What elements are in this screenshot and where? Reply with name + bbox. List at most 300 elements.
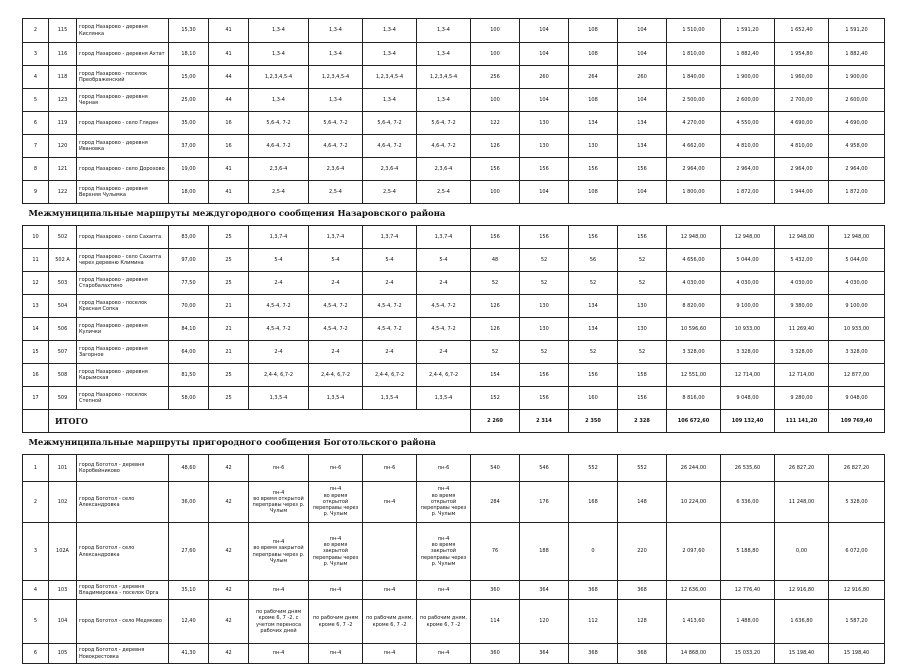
- cell-trips-4: 220: [618, 523, 667, 581]
- cell-capacity: 25: [209, 364, 249, 387]
- cell-volume-4: 9 048,00: [829, 387, 885, 410]
- cell-schedule-3: по рабочим дням, кроме 6, 7 -2: [363, 600, 417, 644]
- cell-row-number: 5: [23, 89, 49, 112]
- cell-trips-1: 360: [471, 644, 520, 664]
- cell-row-number: 5: [23, 600, 49, 644]
- cell-schedule-3: 2,3,6-4: [363, 158, 417, 181]
- cell-row-number: 4: [23, 66, 49, 89]
- table-row: [23, 226, 885, 249]
- cell-trips-2: 52: [520, 272, 569, 295]
- cell-route-number: 118: [49, 66, 77, 89]
- cell-schedule-1: 2,5-4: [249, 181, 309, 204]
- cell-route-name: город Назарово - деревня Верхняя Чулымка: [77, 181, 169, 204]
- cell-route-name: город Назарово - село Сахапта через деревню Климина: [77, 249, 169, 272]
- cell-route-name: город Назарово - поселок Преображенский: [77, 66, 169, 89]
- cell-trips-1: 100: [471, 89, 520, 112]
- cell-schedule-1: пн-4 во время закрытой переправы через р. Чулым: [249, 523, 309, 581]
- cell-row-number: 6: [23, 644, 49, 664]
- cell-row-number: 3: [23, 523, 49, 581]
- cell-route-number: 503: [49, 272, 77, 295]
- cell-schedule-4: 5-4: [417, 249, 471, 272]
- cell-distance: 18,00: [169, 181, 209, 204]
- cell-capacity: 21: [209, 341, 249, 364]
- cell-schedule-4: 4,5-4, 7-2: [417, 295, 471, 318]
- cell-route-number: 119: [49, 112, 77, 135]
- table-row: [23, 600, 885, 644]
- section-title: Межмуниципальные маршруты междугородного сообщения Назаровского района: [23, 204, 885, 226]
- cell-schedule-1: 2-4: [249, 341, 309, 364]
- cell-route-name: город Назарово - деревня Загорное: [77, 341, 169, 364]
- cell-distance: 35,00: [169, 112, 209, 135]
- cell-volume-4: 5 044,00: [829, 249, 885, 272]
- cell-trips-3: 52: [569, 272, 618, 295]
- cell-capacity: 42: [209, 482, 249, 523]
- cell-trips-4: 552: [618, 455, 667, 482]
- cell-route-number: 104: [49, 600, 77, 644]
- cell-capacity: 25: [209, 249, 249, 272]
- cell-volume-1: 8 816,00: [667, 387, 721, 410]
- cell-volume-4: 4 030,00: [829, 272, 885, 295]
- cell-volume-4: 1 872,00: [829, 181, 885, 204]
- cell-schedule-4: пн-4: [417, 644, 471, 664]
- cell-volume-4: 2 964,00: [829, 158, 885, 181]
- cell-schedule-4: по рабочим дням, кроме 6, 7 -2: [417, 600, 471, 644]
- cell-trips-4: 134: [618, 112, 667, 135]
- cell-distance: 48,60: [169, 455, 209, 482]
- cell-volume-2: 5 044,00: [721, 249, 775, 272]
- cell-trips-4: 52: [618, 272, 667, 295]
- cell-volume-4: 10 933,00: [829, 318, 885, 341]
- cell-volume-2: 4 550,00: [721, 112, 775, 135]
- cell-row-number: 7: [23, 135, 49, 158]
- cell-volume-3: 26 827,20: [775, 455, 829, 482]
- section-heading-row: [23, 433, 885, 455]
- cell-volume-3: 9 380,00: [775, 295, 829, 318]
- cell-trips-1: 126: [471, 318, 520, 341]
- cell-volume-2: 5 188,80: [721, 523, 775, 581]
- cell-schedule-1: 1,3-4: [249, 43, 309, 66]
- cell-route-number: 506: [49, 318, 77, 341]
- cell-schedule-4: 1,3,7-4: [417, 226, 471, 249]
- cell-volume-1: 14 868,00: [667, 644, 721, 664]
- cell-trips-1: 540: [471, 455, 520, 482]
- cell-distance: 81,50: [169, 364, 209, 387]
- cell-route-number: 507: [49, 341, 77, 364]
- cell-schedule-4: 2-4: [417, 341, 471, 364]
- cell-volume-2: 12 776,40: [721, 581, 775, 600]
- cell-schedule-1: пн-4 во время открытой переправы через р. Чулым: [249, 482, 309, 523]
- cell-route-number: 502: [49, 226, 77, 249]
- cell-trips-2: 104: [520, 181, 569, 204]
- cell-distance: 18,10: [169, 43, 209, 66]
- cell-volume-3: 3 328,00: [775, 341, 829, 364]
- cell-route-name: город Назарово - поселок Красная Сопка: [77, 295, 169, 318]
- cell-trips-2: 364: [520, 581, 569, 600]
- cell-volume-2: 1 882,40: [721, 43, 775, 66]
- cell-volume-3: 5 432,00: [775, 249, 829, 272]
- cell-trips-4: 158: [618, 364, 667, 387]
- cell-schedule-3: 1,3,5-4: [363, 387, 417, 410]
- table-row: [23, 364, 885, 387]
- cell-route-name: город Назарово - деревня Кислянка: [77, 19, 169, 43]
- cell-trips-4: 104: [618, 181, 667, 204]
- cell-volume-3: 4 690,00: [775, 112, 829, 135]
- cell-volume-2: 12 948,00: [721, 226, 775, 249]
- cell-route-number: 105: [49, 644, 77, 664]
- cell-schedule-3: 1,2,3,4,5-4: [363, 66, 417, 89]
- cell-route-name: город Назарово - деревня Ивановка: [77, 135, 169, 158]
- cell-schedule-3: 2,4-4, 6,7-2: [363, 364, 417, 387]
- cell-trips-4: 130: [618, 295, 667, 318]
- cell-trips-1: 156: [471, 158, 520, 181]
- cell-trips-2: 156: [520, 387, 569, 410]
- cell-trips-2: 130: [520, 135, 569, 158]
- cell-schedule-3: пн-4: [363, 482, 417, 523]
- cell-trips-3: 56: [569, 249, 618, 272]
- cell-volume-4: 26 827,20: [829, 455, 885, 482]
- section-title: Межмуниципальные маршруты пригородного сообщения Боготольского района: [23, 433, 885, 455]
- cell-trips-4: 104: [618, 43, 667, 66]
- cell-volume-3: 12 916,80: [775, 581, 829, 600]
- cell-schedule-4: пн-4 во время закрытой переправы через р. Чулым: [417, 523, 471, 581]
- cell-schedule-3: 4,5-4, 7-2: [363, 295, 417, 318]
- cell-schedule-1: 4,5-4, 7-2: [249, 318, 309, 341]
- cell-trips-3: 108: [569, 89, 618, 112]
- cell-schedule-3: пн-4: [363, 581, 417, 600]
- cell-volume-4: 1 591,20: [829, 19, 885, 43]
- cell-volume-1: 2 964,00: [667, 158, 721, 181]
- table-row: [23, 295, 885, 318]
- cell-capacity: 16: [209, 135, 249, 158]
- cell-distance: 84,10: [169, 318, 209, 341]
- cell-schedule-1: 1,3,5-4: [249, 387, 309, 410]
- cell-schedule-2: 1,3-4: [309, 89, 363, 112]
- cell-volume-1: 1 840,00: [667, 66, 721, 89]
- cell-trips-3: 130: [569, 135, 618, 158]
- cell-volume-3: 1 954,80: [775, 43, 829, 66]
- cell-volume-4: 2 600,00: [829, 89, 885, 112]
- cell-volume-1: 1 800,00: [667, 181, 721, 204]
- cell-schedule-4: 4,6-4, 7-2: [417, 135, 471, 158]
- cell-schedule-4: пн-4 во время открытой переправы через р. Чулым: [417, 482, 471, 523]
- total-trips-2: 2 314: [520, 410, 569, 433]
- cell-schedule-1: 1,3,7-4: [249, 226, 309, 249]
- cell-capacity: 25: [209, 226, 249, 249]
- cell-route-number: 508: [49, 364, 77, 387]
- cell-schedule-3: 1,3-4: [363, 43, 417, 66]
- cell-trips-4: 130: [618, 318, 667, 341]
- cell-volume-3: 11 248,00: [775, 482, 829, 523]
- cell-schedule-4: 1,3-4: [417, 43, 471, 66]
- cell-capacity: 44: [209, 89, 249, 112]
- cell-route-number: 102: [49, 482, 77, 523]
- cell-distance: 64,00: [169, 341, 209, 364]
- cell-distance: 83,00: [169, 226, 209, 249]
- cell-volume-4: 1 882,40: [829, 43, 885, 66]
- section-heading-row: [23, 204, 885, 226]
- cell-volume-2: 26 535,60: [721, 455, 775, 482]
- cell-capacity: 42: [209, 523, 249, 581]
- cell-volume-4: 9 100,00: [829, 295, 885, 318]
- cell-trips-2: 156: [520, 226, 569, 249]
- cell-trips-1: 126: [471, 135, 520, 158]
- cell-trips-1: 154: [471, 364, 520, 387]
- cell-trips-1: 122: [471, 112, 520, 135]
- cell-schedule-1: пн-4: [249, 644, 309, 664]
- cell-trips-3: 134: [569, 295, 618, 318]
- cell-trips-4: 134: [618, 135, 667, 158]
- cell-trips-3: 156: [569, 364, 618, 387]
- cell-distance: 25,00: [169, 89, 209, 112]
- total-volume-1: 106 672,60: [667, 410, 721, 433]
- cell-volume-2: 3 328,00: [721, 341, 775, 364]
- cell-volume-4: 15 198,40: [829, 644, 885, 664]
- cell-route-number: 122: [49, 181, 77, 204]
- cell-distance: 77,50: [169, 272, 209, 295]
- cell-distance: 12,40: [169, 600, 209, 644]
- cell-route-name: город Назарово - деревня Старобалахтино: [77, 272, 169, 295]
- cell-schedule-2: пн-4: [309, 644, 363, 664]
- cell-volume-2: 1 488,00: [721, 600, 775, 644]
- cell-trips-3: 112: [569, 600, 618, 644]
- cell-volume-3: 1 636,80: [775, 600, 829, 644]
- cell-volume-2: 12 714,00: [721, 364, 775, 387]
- cell-trips-1: 52: [471, 341, 520, 364]
- cell-trips-3: 108: [569, 43, 618, 66]
- cell-schedule-2: 4,5-4, 7-2: [309, 295, 363, 318]
- total-row: [23, 410, 885, 433]
- cell-schedule-1: 2,4-4, 6,7-2: [249, 364, 309, 387]
- cell-route-name: город Боготол - село Александровка: [77, 523, 169, 581]
- cell-route-number: 502 А: [49, 249, 77, 272]
- cell-schedule-4: пн-4: [417, 581, 471, 600]
- cell-schedule-1: 5-4: [249, 249, 309, 272]
- cell-volume-1: 4 656,00: [667, 249, 721, 272]
- cell-row-number: 16: [23, 364, 49, 387]
- cell-route-name: город Боготол - деревня Коробейниково: [77, 455, 169, 482]
- cell-trips-2: 120: [520, 600, 569, 644]
- table-row: [23, 272, 885, 295]
- cell-distance: 70,00: [169, 295, 209, 318]
- cell-schedule-2: 5,6-4, 7-2: [309, 112, 363, 135]
- cell-schedule-3: 2-4: [363, 341, 417, 364]
- cell-volume-1: 1 810,00: [667, 43, 721, 66]
- cell-trips-4: 148: [618, 482, 667, 523]
- table-row: [23, 482, 885, 523]
- total-volume-2: 109 132,40: [721, 410, 775, 433]
- cell-capacity: 21: [209, 318, 249, 341]
- cell-volume-2: 2 964,00: [721, 158, 775, 181]
- cell-route-name: город Боготол - деревня Новокрестовка: [77, 644, 169, 664]
- cell-row-number: 2: [23, 19, 49, 43]
- empty-cell: [23, 410, 49, 433]
- cell-row-number: 13: [23, 295, 49, 318]
- cell-schedule-4: 1,3-4: [417, 89, 471, 112]
- cell-volume-1: 4 270,00: [667, 112, 721, 135]
- cell-schedule-4: 1,3-4: [417, 19, 471, 43]
- cell-capacity: 21: [209, 295, 249, 318]
- cell-schedule-2: 2,5-4: [309, 181, 363, 204]
- table-row: [23, 43, 885, 66]
- cell-route-name: город Назарово - деревня Ахтат: [77, 43, 169, 66]
- cell-route-number: 120: [49, 135, 77, 158]
- cell-schedule-3: 4,6-4, 7-2: [363, 135, 417, 158]
- cell-volume-4: 4 690,00: [829, 112, 885, 135]
- cell-trips-4: 368: [618, 581, 667, 600]
- cell-trips-2: 130: [520, 112, 569, 135]
- cell-schedule-3: 5-4: [363, 249, 417, 272]
- cell-distance: 58,00: [169, 387, 209, 410]
- cell-route-number: 123: [49, 89, 77, 112]
- cell-trips-2: 104: [520, 89, 569, 112]
- cell-row-number: 3: [23, 43, 49, 66]
- cell-volume-1: 4 030,00: [667, 272, 721, 295]
- table-row: [23, 581, 885, 600]
- cell-trips-1: 156: [471, 226, 520, 249]
- table-row: [23, 341, 885, 364]
- cell-route-name: город Назарово - деревня Черная: [77, 89, 169, 112]
- cell-schedule-3: [363, 523, 417, 581]
- cell-volume-1: 2 500,00: [667, 89, 721, 112]
- cell-trips-1: 100: [471, 43, 520, 66]
- cell-trips-4: 52: [618, 249, 667, 272]
- cell-volume-3: 4 030,00: [775, 272, 829, 295]
- cell-route-name: город Назарово - деревня Карымская: [77, 364, 169, 387]
- cell-trips-3: 52: [569, 341, 618, 364]
- cell-trips-2: 546: [520, 455, 569, 482]
- cell-schedule-2: пн-4 во время открытой переправы через р. Чулым: [309, 482, 363, 523]
- cell-schedule-1: 5,6-4, 7-2: [249, 112, 309, 135]
- cell-route-name: город Боготол - деревня Владимировка - поселок Орга: [77, 581, 169, 600]
- cell-volume-1: 26 244,00: [667, 455, 721, 482]
- cell-row-number: 11: [23, 249, 49, 272]
- cell-distance: 35,10: [169, 581, 209, 600]
- cell-route-name: город Назарово - деревня Кулички: [77, 318, 169, 341]
- cell-route-name: город Назарово - село Гляден: [77, 112, 169, 135]
- cell-volume-4: 5 328,00: [829, 482, 885, 523]
- cell-schedule-2: по рабочим дням кроме 6, 7 -2: [309, 600, 363, 644]
- cell-schedule-4: 1,3,5-4: [417, 387, 471, 410]
- cell-capacity: 41: [209, 158, 249, 181]
- cell-trips-1: 360: [471, 581, 520, 600]
- cell-schedule-3: 5,6-4, 7-2: [363, 112, 417, 135]
- cell-distance: 41,30: [169, 644, 209, 664]
- cell-volume-1: 2 097,60: [667, 523, 721, 581]
- cell-volume-4: 6 072,00: [829, 523, 885, 581]
- cell-row-number: 6: [23, 112, 49, 135]
- cell-trips-2: 130: [520, 295, 569, 318]
- total-trips-4: 2 328: [618, 410, 667, 433]
- cell-schedule-1: 4,5-4, 7-2: [249, 295, 309, 318]
- cell-schedule-3: 1,3,7-4: [363, 226, 417, 249]
- cell-trips-2: 104: [520, 19, 569, 43]
- cell-trips-1: 152: [471, 387, 520, 410]
- cell-trips-4: 156: [618, 158, 667, 181]
- cell-route-name: город Назарово - село Дорохово: [77, 158, 169, 181]
- cell-trips-4: 104: [618, 89, 667, 112]
- cell-volume-2: 4 030,00: [721, 272, 775, 295]
- cell-schedule-1: 4,6-4, 7-2: [249, 135, 309, 158]
- cell-volume-3: 1 652,40: [775, 19, 829, 43]
- cell-distance: 27,60: [169, 523, 209, 581]
- cell-schedule-2: пн-6: [309, 455, 363, 482]
- cell-volume-2: 15 033,20: [721, 644, 775, 664]
- cell-volume-1: 10 224,00: [667, 482, 721, 523]
- cell-schedule-2: 1,3,5-4: [309, 387, 363, 410]
- cell-route-number: 116: [49, 43, 77, 66]
- cell-trips-1: 114: [471, 600, 520, 644]
- cell-schedule-2: 1,2,3,4,5-4: [309, 66, 363, 89]
- table-row: [23, 158, 885, 181]
- table-row: [23, 135, 885, 158]
- cell-volume-4: 12 877,00: [829, 364, 885, 387]
- cell-schedule-4: 2-4: [417, 272, 471, 295]
- cell-trips-4: 368: [618, 644, 667, 664]
- cell-trips-1: 52: [471, 272, 520, 295]
- cell-volume-4: 12 916,80: [829, 581, 885, 600]
- cell-schedule-4: пн-6: [417, 455, 471, 482]
- table-row: [23, 112, 885, 135]
- cell-distance: 15,30: [169, 19, 209, 43]
- cell-trips-4: 104: [618, 19, 667, 43]
- cell-schedule-2: 1,3-4: [309, 43, 363, 66]
- cell-schedule-2: 4,6-4, 7-2: [309, 135, 363, 158]
- cell-trips-1: 126: [471, 295, 520, 318]
- cell-route-number: 121: [49, 158, 77, 181]
- cell-trips-2: 52: [520, 249, 569, 272]
- total-trips-3: 2 350: [569, 410, 618, 433]
- cell-volume-1: 12 948,00: [667, 226, 721, 249]
- cell-capacity: 42: [209, 600, 249, 644]
- cell-volume-1: 3 328,00: [667, 341, 721, 364]
- cell-volume-3: 11 269,40: [775, 318, 829, 341]
- cell-trips-2: 188: [520, 523, 569, 581]
- total-label: ИТОГО: [49, 410, 471, 433]
- cell-schedule-2: пн-4: [309, 581, 363, 600]
- cell-trips-4: 52: [618, 341, 667, 364]
- cell-trips-3: 368: [569, 644, 618, 664]
- cell-route-name: город Боготол - село Александровка: [77, 482, 169, 523]
- cell-schedule-2: 1,3-4: [309, 19, 363, 43]
- cell-schedule-1: 2,3,6-4: [249, 158, 309, 181]
- cell-route-number: 504: [49, 295, 77, 318]
- cell-trips-4: 156: [618, 387, 667, 410]
- cell-volume-1: 1 413,60: [667, 600, 721, 644]
- cell-trips-3: 552: [569, 455, 618, 482]
- cell-volume-3: 4 810,00: [775, 135, 829, 158]
- cell-route-number: 102А: [49, 523, 77, 581]
- cell-volume-3: 0,00: [775, 523, 829, 581]
- cell-volume-3: 12 948,00: [775, 226, 829, 249]
- cell-trips-2: 156: [520, 364, 569, 387]
- cell-route-number: 115: [49, 19, 77, 43]
- cell-route-name: город Боготол - село Медяково: [77, 600, 169, 644]
- cell-capacity: 42: [209, 644, 249, 664]
- cell-trips-1: 100: [471, 19, 520, 43]
- cell-trips-2: 176: [520, 482, 569, 523]
- cell-schedule-2: 2,4-4, 6,7-2: [309, 364, 363, 387]
- cell-capacity: 16: [209, 112, 249, 135]
- cell-trips-4: 260: [618, 66, 667, 89]
- cell-trips-3: 368: [569, 581, 618, 600]
- cell-trips-2: 364: [520, 644, 569, 664]
- cell-trips-2: 104: [520, 43, 569, 66]
- cell-schedule-3: 2,5-4: [363, 181, 417, 204]
- total-trips-1: 2 260: [471, 410, 520, 433]
- cell-capacity: 41: [209, 43, 249, 66]
- cell-schedule-2: 4,5-4, 7-2: [309, 318, 363, 341]
- cell-schedule-3: пн-4: [363, 644, 417, 664]
